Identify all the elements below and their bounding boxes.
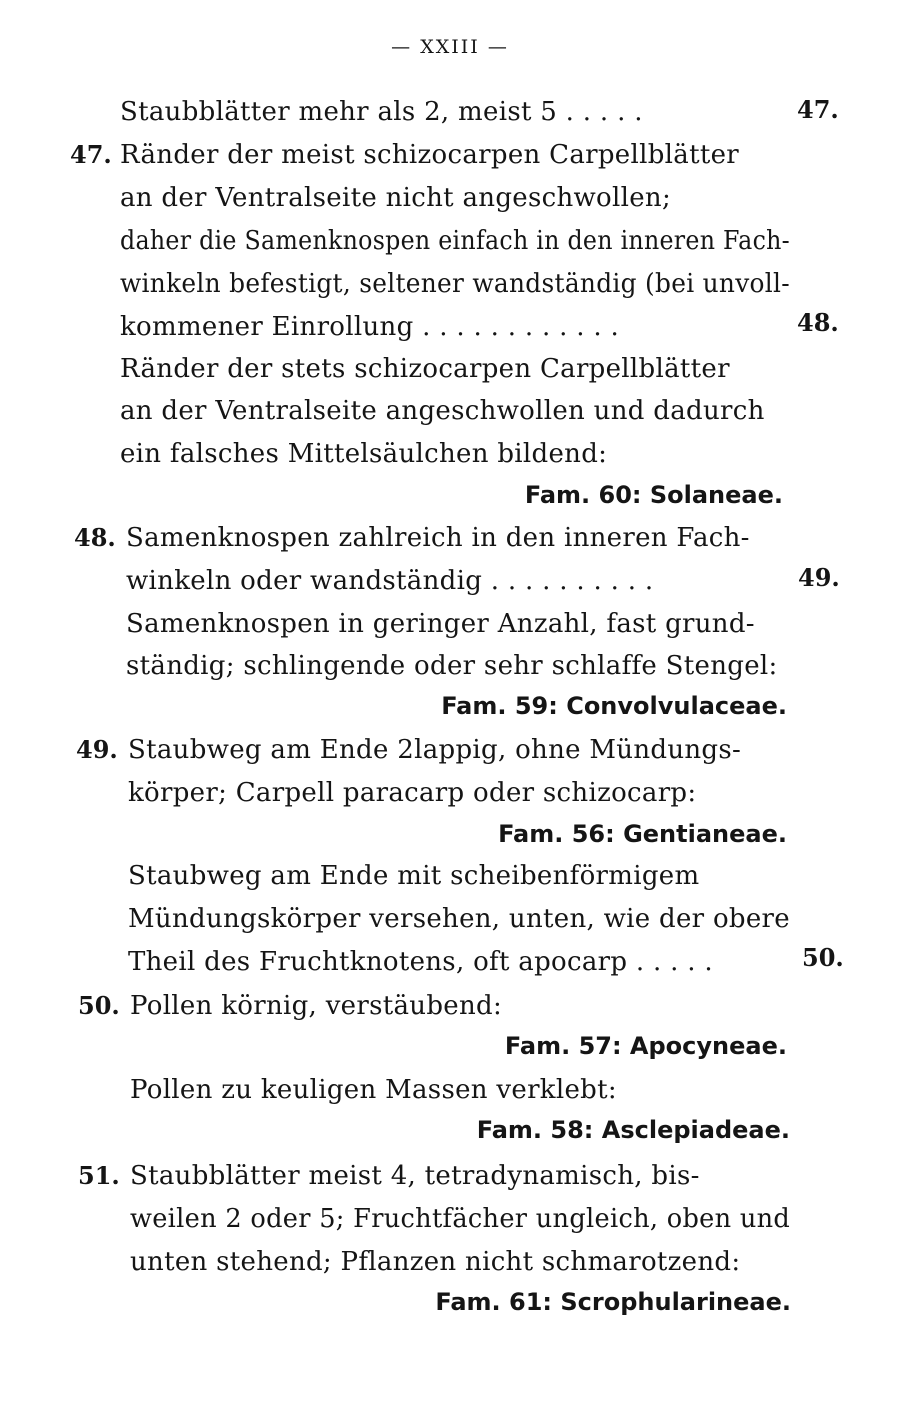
- section-number: 51.: [78, 1161, 120, 1190]
- text-line: Pollen zu keuligen Massen verklebt:: [130, 1075, 617, 1105]
- text-line: daher die Samenknospen einfach in den inneren Fach-: [120, 226, 790, 256]
- text-line: Samenknospen zahlreich in den inneren Fach-: [126, 523, 750, 553]
- section-number: 50.: [78, 991, 120, 1020]
- text-line: Mündungskörper versehen, unten, wie der obere: [128, 904, 790, 934]
- page-header: — XXIII —: [391, 36, 509, 58]
- text-line: weilen 2 oder 5; Fruchtfächer ungleich, oben und: [130, 1204, 791, 1234]
- reference-number: 47.: [797, 95, 839, 124]
- text-line: Pollen körnig, verstäubend:: [130, 991, 503, 1021]
- text-line: unten stehend; Pflanzen nicht schmarotzend:: [130, 1247, 741, 1277]
- text-line: Ränder der stets schizocarpen Carpellblätter: [120, 354, 730, 384]
- text-line: Staubweg am Ende mit scheibenförmigem: [128, 861, 700, 891]
- text-line: Staubblätter mehr als 2, meist 5 . . . . .: [120, 97, 643, 127]
- family-label: Fam. 58: Asclepiadeae.: [476, 1116, 790, 1144]
- text-line: ein falsches Mittelsäulchen bildend:: [120, 439, 608, 469]
- text-line: winkeln oder wandständig . . . . . . . . . .: [126, 566, 654, 596]
- text-line: ständig; schlingende oder sehr schlaffe Stengel:: [126, 651, 778, 681]
- text-line: Ränder der meist schizocarpen Carpellblätter: [120, 140, 739, 170]
- text-line: an der Ventralseite angeschwollen und dadurch: [120, 396, 765, 426]
- reference-number: 48.: [797, 308, 839, 337]
- text-line: Staubweg am Ende 2lappig, ohne Mündungs-: [128, 735, 742, 765]
- family-label: Fam. 61: Scrophularineae.: [435, 1288, 791, 1316]
- reference-number: 49.: [798, 563, 840, 592]
- section-number: 48.: [74, 523, 116, 552]
- text-line: an der Ventralseite nicht angeschwollen;: [120, 183, 672, 213]
- text-line: winkeln befestigt, seltener wandständig (bei unvoll-: [120, 269, 790, 299]
- text-line: kommener Einrollung . . . . . . . . . . . .: [120, 312, 620, 342]
- section-number: 49.: [76, 735, 118, 764]
- reference-number: 50.: [802, 943, 844, 972]
- family-label: Fam. 60: Solaneae.: [524, 481, 783, 509]
- family-label: Fam. 59: Convolvulaceae.: [441, 692, 787, 720]
- text-line: Samenknospen in geringer Anzahl, fast grund-: [126, 609, 755, 639]
- text-line: körper; Carpell paracarp oder schizocarp:: [128, 778, 697, 808]
- text-line: Theil des Fruchtknotens, oft apocarp . . . . .: [128, 947, 713, 977]
- family-label: Fam. 56: Gentianeae.: [498, 820, 787, 848]
- text-line: Staubblätter meist 4, tetradynamisch, bis-: [130, 1161, 700, 1191]
- family-label: Fam. 57: Apocyneae.: [504, 1032, 787, 1060]
- section-number: 47.: [70, 140, 112, 169]
